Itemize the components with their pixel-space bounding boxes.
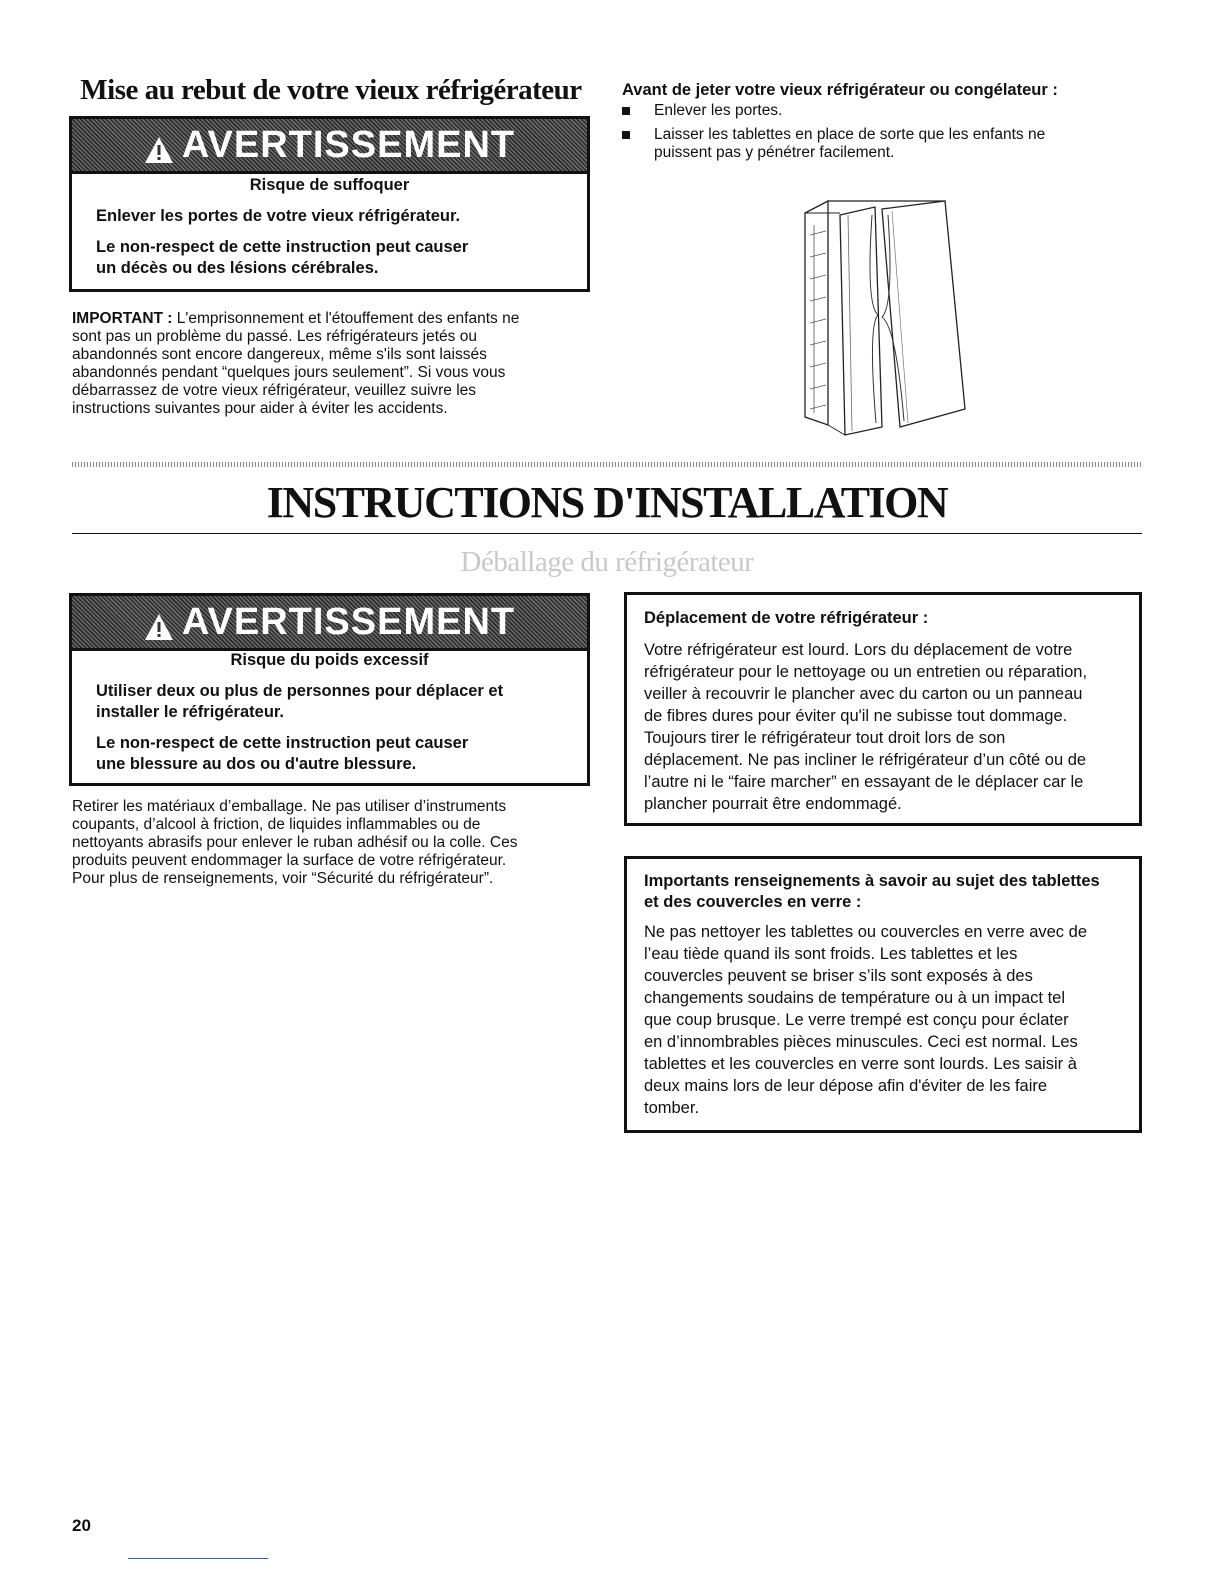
warning-hazard: Risque de suffoquer <box>249 176 410 194</box>
important-line-6: instructions suivantes pour aider à éviter les accidents. <box>72 400 448 417</box>
warning-triangle-icon <box>144 131 174 159</box>
warning-consequence-2: une blessure au dos ou d'autre blessure. <box>96 755 417 773</box>
footer-rule <box>128 1558 268 1559</box>
important-line-3: abandonnés sont encore dangereux, même s'ils sont laissés <box>72 346 487 363</box>
before-disposal-bullets <box>618 102 1138 166</box>
moving-title: Déplacement de votre réfrigérateur : <box>644 609 929 627</box>
unpack-line-3: nettoyants abrasifs pour enlever le ruban adhésif ou la colle. Ces <box>72 834 518 851</box>
important-label: IMPORTANT : <box>72 310 173 327</box>
moving-info-box <box>624 592 1142 826</box>
warning-hazard: Risque du poids excessif <box>230 651 429 669</box>
shelves-info-box <box>624 856 1142 1133</box>
warning-instruction-1: Utiliser deux ou plus de personnes pour déplacer et <box>96 682 504 700</box>
installation-title: INSTRUCTIONS D'INSTALLATION <box>266 478 948 527</box>
section-divider <box>72 462 1142 467</box>
warning-consequence-2: un décès ou des lésions cérébrales. <box>96 259 379 277</box>
bullet-item: Laisser les tablettes en place de sorte que les enfants ne puissent pas y pénétrer facilement. <box>618 126 1138 162</box>
disposal-title: Mise au rebut de votre vieux réfrigérateur <box>80 74 582 106</box>
warning-banner-text: AVERTISSEMENT <box>181 123 516 166</box>
warning-box-suffocation <box>69 116 590 292</box>
unpack-line-2: coupants, d’alcool à friction, de liquides inflammables ou de <box>72 816 481 833</box>
before-disposal-title: Avant de jeter votre vieux réfrigérateur ou congélateur : <box>622 81 1058 99</box>
warning-consequence-1: Le non-respect de cette instruction peut causer <box>96 238 469 256</box>
important-line-5: débarrassez de votre vieux réfrigérateur, veuillez suivre les <box>72 382 477 399</box>
warning-banner-text: AVERTISSEMENT <box>181 600 516 643</box>
warning-banner <box>69 593 590 651</box>
warning-instruction: Enlever les portes de votre vieux réfrigérateur. <box>96 207 461 225</box>
unpack-line-1: Retirer les matériaux d’emballage. Ne pas utiliser d’instruments <box>72 798 507 815</box>
warning-box-weight <box>69 593 590 786</box>
moving-body: Votre réfrigérateur est lourd. Lors du déplacement de votre réfrigérateur pour le nettoyage ou un entretien ou réparation, veiller à recouvrir le plancher avec du carton ou un panneau de fibres dures pour éviter qu'il ne subisse tout dommage. Toujours tirer le réfrigérateur tout droit lors de son déplacement. Ne pas incliner le réfrigérateur d’un côté ou de l’autre ni le “faire marcher” en essayant de le déplacer car le plancher pourrait être endommagé. <box>644 641 1088 813</box>
page-number: 20 <box>72 1516 91 1535</box>
unpack-paragraph <box>72 798 592 888</box>
unpacking-subtitle: Déballage du réfrigérateur <box>460 546 754 578</box>
warning-banner <box>69 116 590 174</box>
shelves-body: Ne pas nettoyer les tablettes ou couvercles en verre avec de l’eau tiède quand ils sont froids. Les tablettes et les couvercles peuvent se briser s’ils sont exposés à des changements soudains de température ou à un impact tel que coup brusque. Le verre trempé est conçu pour éclater en d’innombrables pièces minuscules. Ceci est normal. Les tablettes et les couvercles en verre sont lourds. Les saisir à deux mains lors de leur dépose afin d'éviter de les faire tomber. <box>644 923 1087 1117</box>
important-paragraph <box>72 310 592 418</box>
warning-instruction-2: installer le réfrigérateur. <box>96 703 285 721</box>
unpack-line-5: Pour plus de renseignements, voir “Sécurité du réfrigérateur”. <box>72 870 494 887</box>
shelves-title-2: et des couvercles en verre : <box>644 893 862 911</box>
warning-triangle-icon <box>144 608 174 636</box>
unpack-line-4: produits peuvent endommager la surface de votre réfrigérateur. <box>72 852 507 869</box>
important-line-2: sont pas un problème du passé. Les réfrigérateurs jetés ou <box>72 328 477 345</box>
bullet-item: Enlever les portes. <box>618 102 1138 120</box>
shelves-title-1: Importants renseignements à savoir au sujet des tablettes <box>644 872 1100 890</box>
important-line-4: abandonnés pendant “quelques jours seulement”. Si vous vous <box>72 364 506 381</box>
refrigerator-illustration <box>800 195 970 440</box>
warning-consequence-1: Le non-respect de cette instruction peut causer <box>96 734 469 752</box>
installation-title-rule <box>72 533 1142 534</box>
important-line-1: IMPORTANT : L'emprisonnement et l'étouffement des enfants ne <box>72 310 520 327</box>
